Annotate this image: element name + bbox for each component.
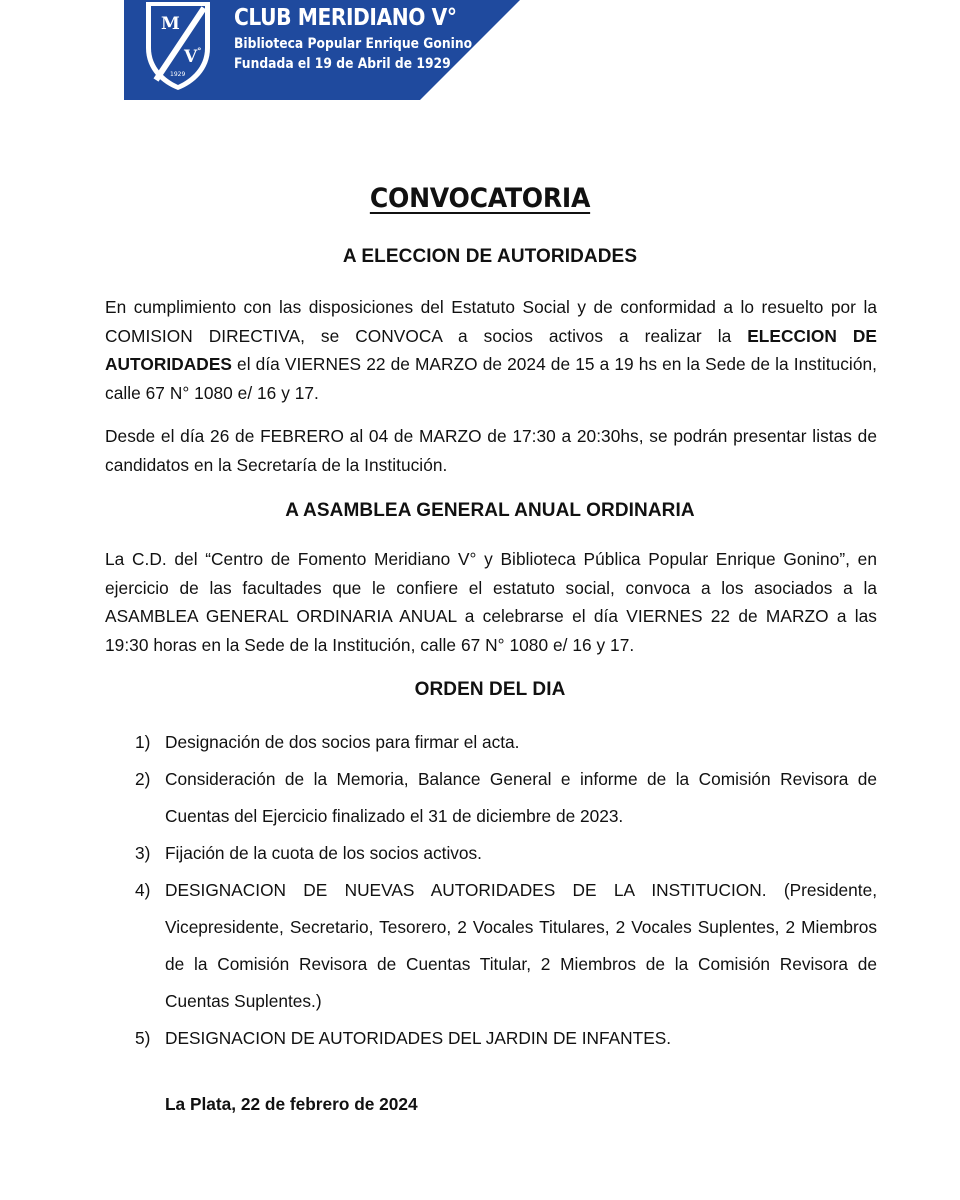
banner-text	[234, 4, 514, 74]
crest-degree: °	[197, 47, 202, 57]
paragraph-eleccion-text-2: el día VIERNES 22 de MARZO de 2024 de 15 a 19 hs en la Sede de la Institución, calle 67 N° 1080 e/ 16 y 17.	[105, 354, 877, 403]
paragraph-eleccion-bold: ELECCION DE AUTORIDADES	[105, 325, 877, 375]
club-subtitle: Biblioteca Popular Enrique Gonino	[234, 36, 473, 52]
list-item-text: Fijación de la cuota de los socios activos.	[165, 843, 482, 863]
list-item-number: 4)	[135, 880, 151, 900]
club-founded: Fundada el 19 de Abril de 1929	[234, 56, 451, 72]
paragraph-listas: Desde el día 26 de FEBRERO al 04 de MARZO de 17:30 a 20:30hs, se podrán presentar listas de candidatos en la Secretaría de la Institución.	[105, 426, 877, 475]
list-item	[105, 1020, 877, 1057]
paragraph-eleccion-text-1: En cumplimiento con las disposiciones del Estatuto Social y de conformidad a lo resuelto por la COMISION DIRECTIVA, se CONVOCA a socios activos a realizar la	[105, 297, 877, 346]
list-item	[105, 761, 877, 835]
list-item-number: 2)	[135, 769, 151, 789]
list-item-text: Designación de dos socios para firmar el acta.	[165, 732, 520, 752]
orden-del-dia-list	[105, 724, 877, 1057]
list-item-number: 1)	[135, 732, 151, 752]
club-name: CLUB MERIDIANO V°	[234, 5, 457, 31]
list-item	[105, 724, 877, 761]
list-item-number: 5)	[135, 1028, 151, 1048]
list-item-text: DESIGNACION DE AUTORIDADES DEL JARDIN DE INFANTES.	[165, 1028, 672, 1048]
crest-letter-m: M	[161, 14, 180, 34]
list-item-text: DESIGNACION DE NUEVAS AUTORIDADES DE LA INSTITUCION. (Presidente, Vicepresidente, Secretario, Tesorero, 2 Vocales Titulares, 2 Vocales Suplentes, 2 Miembros de la Comisión Revisora de Cuentas Titular, 2 Miembros de la Comisión Revisora de Cuentas Suplentes.)	[165, 880, 877, 1011]
signature-date: La Plata, 22 de febrero de 2024	[165, 1094, 418, 1114]
list-item-text: Consideración de la Memoria, Balance General e informe de la Comisión Revisora de Cuentas del Ejercicio finalizado el 31 de diciembre de 2023.	[165, 769, 877, 826]
section-heading-orden: ORDEN DEL DIA	[414, 679, 566, 700]
list-item-number: 3)	[135, 843, 151, 863]
list-item	[105, 872, 877, 1020]
header-banner	[124, 0, 520, 100]
club-crest-logo	[138, 0, 218, 92]
section-heading-asamblea: A ASAMBLEA GENERAL ANUAL ORDINARIA	[285, 500, 695, 521]
crest-letter-v: V	[184, 47, 198, 67]
paragraph-asamblea: La C.D. del “Centro de Fomento Meridiano V° y Biblioteca Pública Popular Enrique Gonino”, en ejercicio de las facultades que le confiere el estatuto social, convoca a los asociados a la ASAMBLEA GENERAL ORDINARIA ANUAL a celebrarse el día VIERNES 22 de MARZO a las 19:30 horas en la Sede de la Institución, calle 67 N° 1080 e/ 16 y 17.	[105, 549, 877, 655]
paragraph-eleccion	[105, 293, 877, 407]
document-title: CONVOCATORIA	[369, 183, 591, 214]
crest-year: 1929	[170, 71, 186, 78]
list-item	[105, 835, 877, 872]
section-heading-elecciones: A ELECCION DE AUTORIDADES	[342, 246, 638, 267]
